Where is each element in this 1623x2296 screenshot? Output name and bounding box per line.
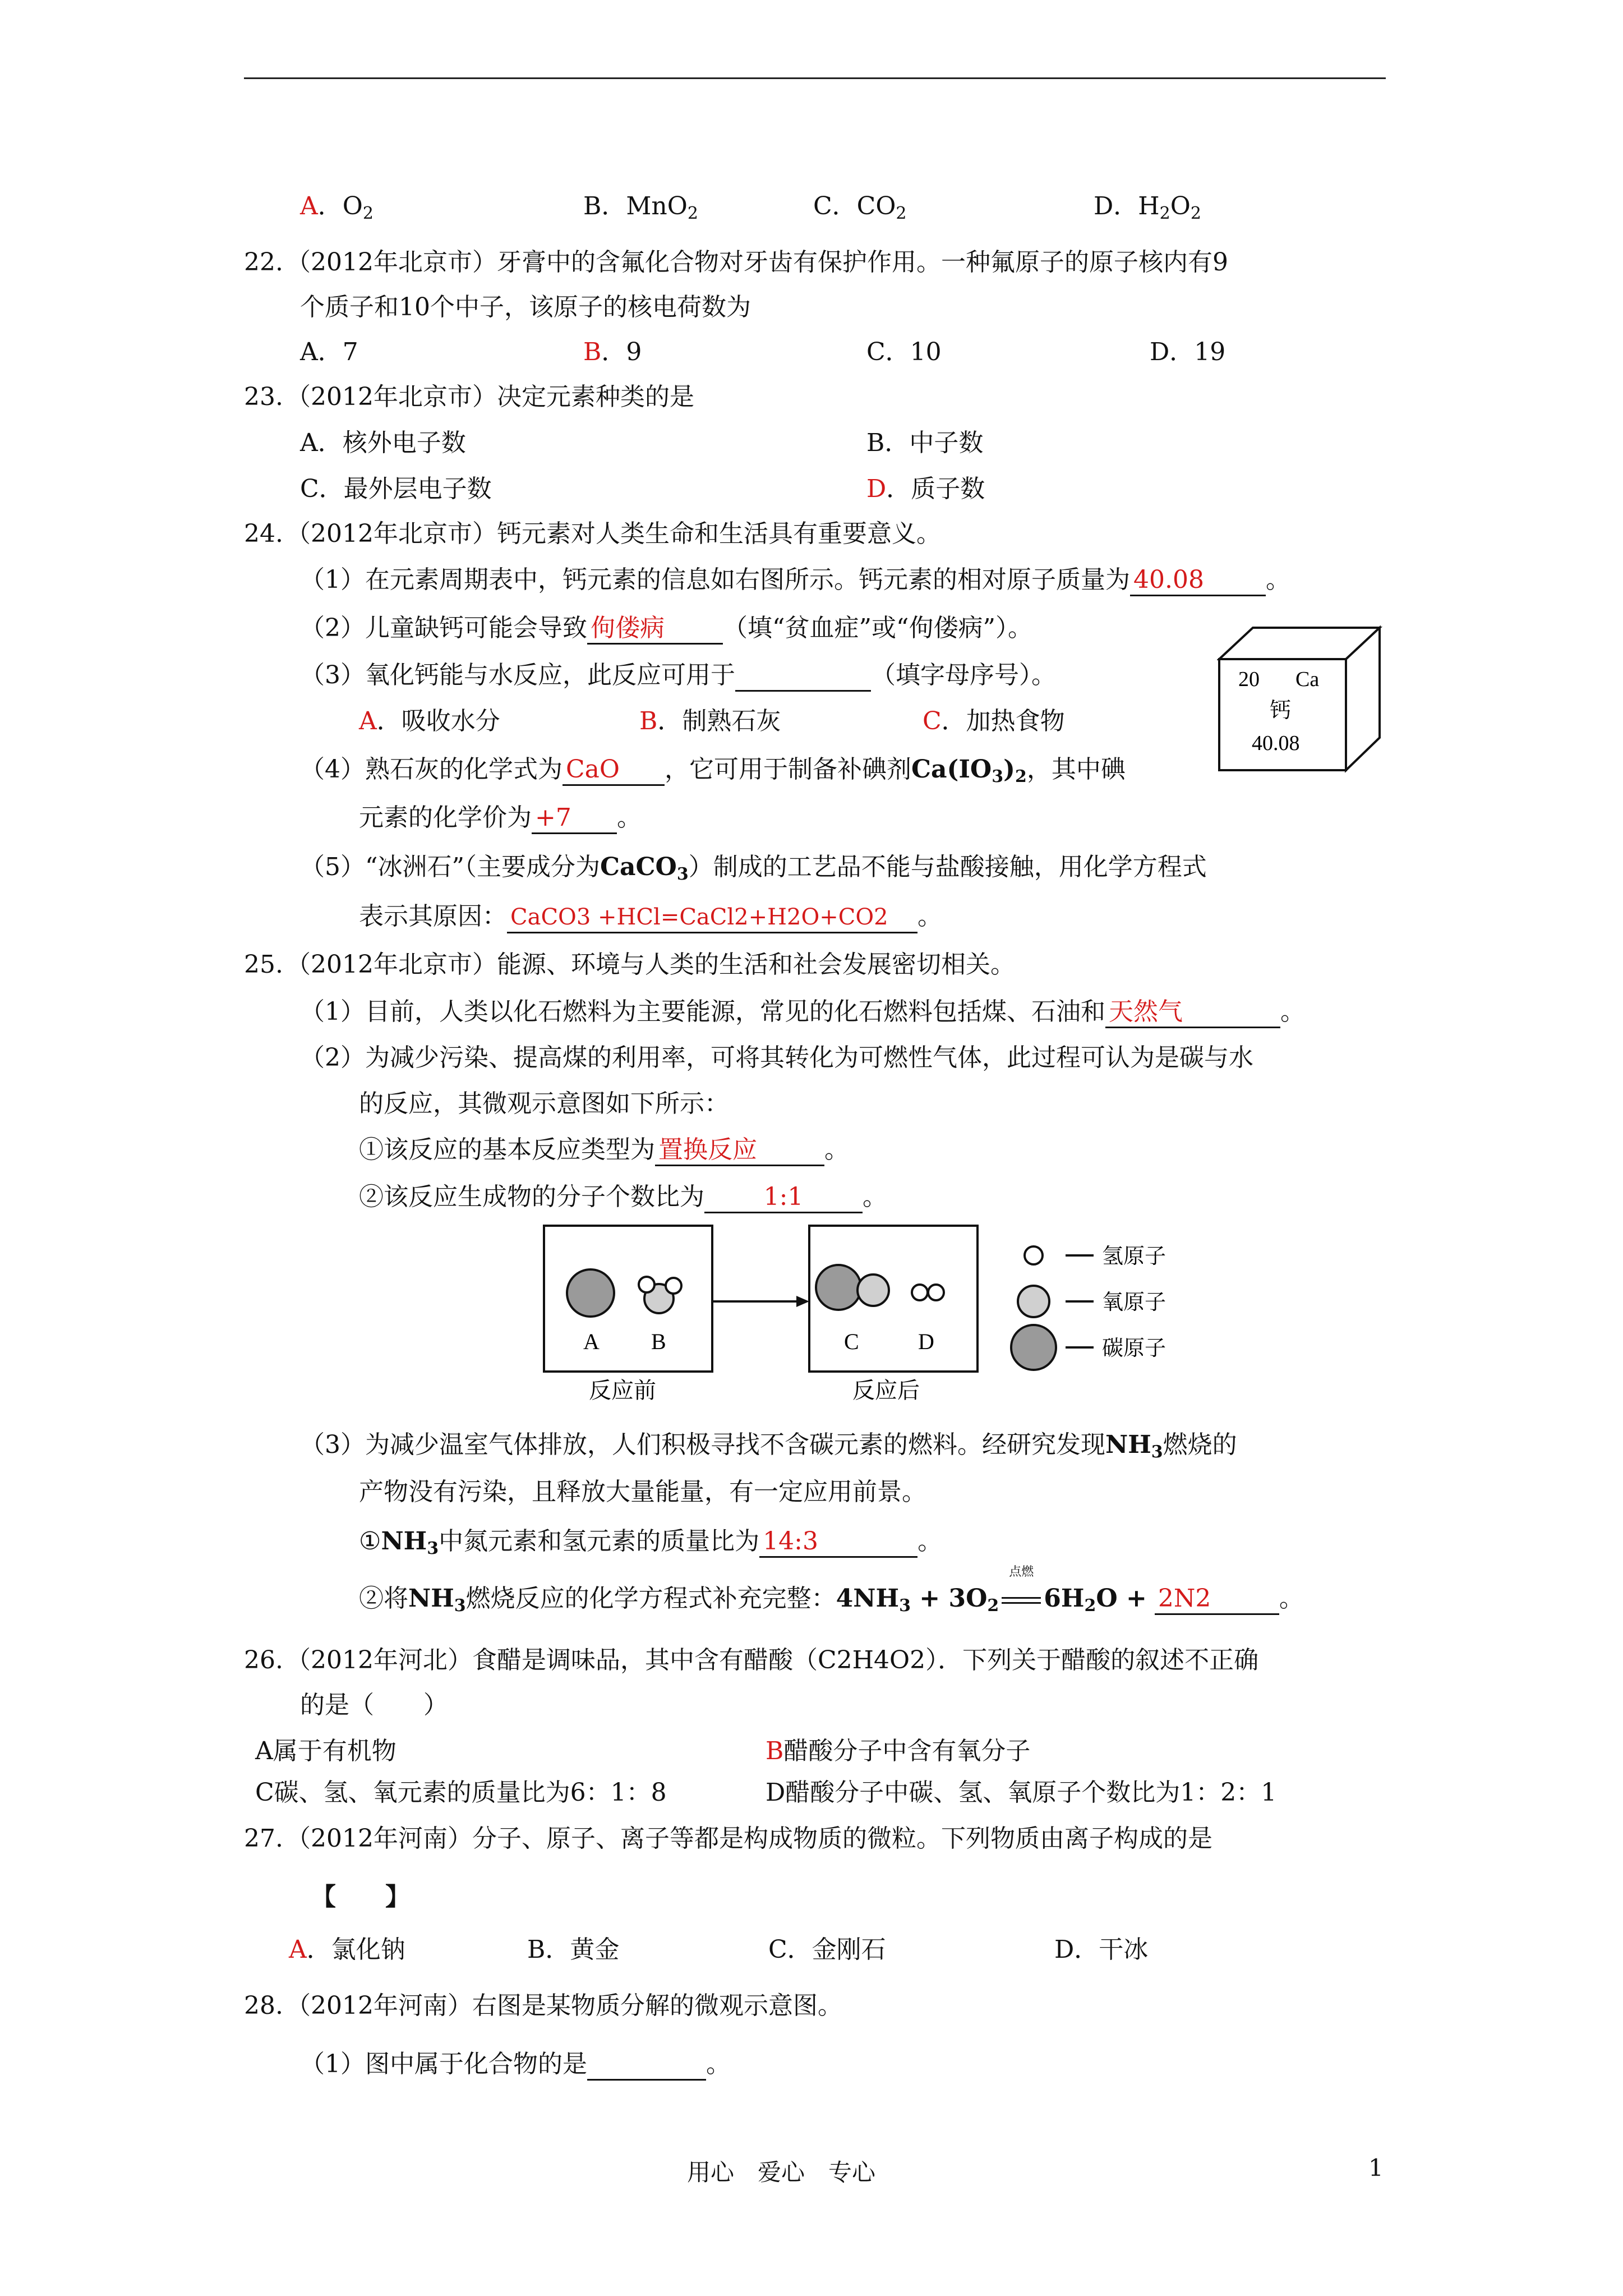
q25-part3-sub2-answer: 2N2 — [1155, 1584, 1279, 1615]
calcium-name: 钙 — [1270, 698, 1292, 723]
q25-part2-sub1-answer: 置换反应 — [655, 1135, 824, 1166]
q27-stem: （2012年河南）分子、原子、离子等都是构成物质的微粒。下列物质由离子构成的是 — [286, 1824, 1212, 1853]
q25-part3-line2: 产物没有污染，且释放大量能量，有一定应用前景。 — [359, 1478, 926, 1506]
legend-hydrogen-icon — [1025, 1246, 1043, 1264]
q21-option-a: A．$O_2$ — [300, 192, 374, 223]
q21-option-b: B．MnO$_2$ — [583, 192, 698, 223]
header-rule — [244, 77, 1386, 79]
carbon-atom-a — [567, 1269, 614, 1317]
legend-carbon-label: 碳原子 — [1102, 1336, 1166, 1360]
q27-option-b: B．黄金 — [527, 1935, 620, 1964]
calcium-atomic-number: 20 — [1238, 668, 1260, 691]
q24-part4-valence-answer: +7 — [532, 803, 617, 834]
hydrogen-atom-d1 — [912, 1285, 928, 1300]
q23-number: 23. — [244, 383, 283, 411]
q25-part2-line2: 的反应，其微观示意图如下所示： — [359, 1089, 729, 1118]
hydrogen-atom-b1 — [639, 1277, 654, 1292]
reaction-diagram — [541, 1223, 1225, 1419]
q25-part3-sub1: $①NH_3$中氮元素和氢元素的质量比为 14:3 。 — [359, 1527, 943, 1558]
legend-hydrogen-label: 氢原子 — [1102, 1244, 1166, 1268]
q24-part4-line2: 元素的化学价为 +7 。 — [359, 801, 642, 835]
q22-option-c: C．10 — [866, 338, 942, 366]
q24-part3: （3）氧化钙能与水反应，此反应可用于 （填字母序号）。 — [300, 659, 1056, 692]
q21-option-c: C．$CO_2$ — [813, 192, 907, 223]
q22-option-a: A．7 — [300, 338, 358, 366]
q25-part2-line1: （2）为减少污染、提高煤的利用率，可将其转化为可燃性气体，此过程可认为是碳与水 — [300, 1043, 1253, 1072]
carbon-atom-c — [816, 1265, 861, 1310]
q26-option-c: C碳、氢、氧元素的质量比为6：1：8 — [255, 1778, 667, 1807]
legend-carbon-icon — [1011, 1325, 1056, 1370]
calcium-mass: 40.08 — [1252, 731, 1300, 755]
q23-stem: （2012年北京市）决定元素种类的是 — [286, 383, 694, 411]
q25-stem: （2012年北京市）能源、环境与人类的生活和社会发展密切相关。 — [286, 950, 1015, 979]
q26-option-a: A属于有机物 — [255, 1737, 396, 1765]
q24-part1: （1）在元素周期表中，钙元素的信息如右图所示。钙元素的相对原子质量为 40.08 。 — [300, 563, 1290, 597]
page-number: 1 — [1368, 2154, 1384, 2182]
q25-part1-answer: 天然气 — [1105, 997, 1280, 1028]
label-c: C — [844, 1329, 859, 1354]
q22-option-b: B．9 — [583, 338, 642, 366]
q24-part5-answer: CaCO3 +HCl=CaCl2+H2O+CO2 — [507, 903, 917, 933]
q25-part1: （1）目前，人类以化石燃料为主要能源，常见的化石燃料包括煤、石油和 天然气 。 — [300, 995, 1305, 1029]
q24-part3-option-a: A．吸收水分 — [359, 707, 500, 735]
q26-stem-line2: 的是（ ） — [300, 1691, 448, 1719]
q23-option-a: A．核外电子数 — [300, 429, 466, 457]
q26-option-d: D醋酸分子中碳、氢、氧原子个数比为1：2：1 — [766, 1778, 1277, 1807]
q24-part3-option-c: C．加热食物 — [923, 707, 1065, 735]
q27-option-c: C．金刚石 — [768, 1935, 886, 1964]
footer-motto: 用心 爱心 专心 — [687, 2159, 876, 2186]
q25-part3-sub2: ②将$NH_3$燃烧反应的化学方程式补充完整：$4NH_3 + 3O_2$ 点燃 $6H_2O + 2N2$ 。 — [359, 1565, 1304, 1616]
q25-part2-sub1: ①该反应的基本反应类型为 置换反应 。 — [359, 1133, 849, 1167]
q22-option-d: D．19 — [1150, 338, 1226, 366]
label-d: D — [918, 1329, 934, 1354]
q22-number: 22. — [244, 248, 283, 277]
q25-part2-sub2-answer: 1:1 — [704, 1182, 863, 1213]
q24-part1-answer: 40.08 — [1130, 565, 1266, 596]
q24-part3-blank — [735, 661, 871, 692]
q22-stem-line2: 个质子和10个中子，该原子的核电荷数为 — [300, 293, 751, 321]
q21-option-d: D．$H_2O_2$ — [1094, 192, 1201, 223]
legend-oxygen-icon — [1018, 1286, 1049, 1317]
q24-part4-answer: CaO — [562, 755, 665, 786]
q24-part2-answer: 佝偻病 — [587, 614, 723, 645]
q28-part1: （1）图中属于化合物的是 。 — [300, 2047, 731, 2081]
q27-option-d: D．干冰 — [1054, 1935, 1149, 1964]
q24-stem: （2012年北京市）钙元素对人类生命和生活具有重要意义。 — [286, 519, 941, 548]
q26-number: 26. — [244, 1646, 283, 1674]
before-label: 反应前 — [589, 1378, 656, 1404]
q24-number: 24. — [244, 519, 283, 548]
q23-option-c: C．最外层电子数 — [300, 475, 492, 503]
q26-stem-line1: （2012年河北）食醋是调味品，其中含有醋酸（C2H4O2）．下列关于醋酸的叙述不正确 — [286, 1646, 1259, 1674]
equation: $4NH_3 + 3O_2$ — [836, 1584, 999, 1616]
legend-oxygen-label: 氧原子 — [1102, 1290, 1166, 1314]
q28-part1-blank — [587, 2050, 706, 2081]
hydrogen-atom-d2 — [928, 1285, 944, 1300]
q28-number: 28. — [244, 1991, 283, 2020]
reaction-arrow-head — [796, 1296, 809, 1307]
label-a: A — [583, 1329, 600, 1354]
q25-part3-line1: （3）为减少温室气体排放，人们积极寻找不含碳元素的燃料。经研究发现$NH_3$燃烧的 — [300, 1430, 1237, 1462]
q25-part2-sub2: ②该反应生成物的分子个数比为 1:1 。 — [359, 1180, 887, 1214]
q26-option-b: B醋酸分子中含有氧分子 — [766, 1737, 1031, 1765]
after-label: 反应后 — [852, 1378, 920, 1404]
q27-option-a: A．氯化钠 — [289, 1935, 405, 1964]
q22-stem-line1: （2012年北京市）牙膏中的含氟化合物对牙齿有保护作用。一种氟原子的原子核内有9 — [286, 248, 1228, 277]
calcium-element-box — [1217, 625, 1385, 774]
equation-condition: 点燃 — [999, 1582, 1044, 1616]
q27-number: 27. — [244, 1824, 283, 1853]
label-b: B — [651, 1329, 666, 1354]
oxygen-atom-c — [857, 1274, 889, 1306]
q23-option-b: B．中子数 — [866, 429, 984, 457]
q28-stem: （2012年河南）右图是某物质分解的微观示意图。 — [286, 1991, 842, 2020]
q24-part3-option-b: B．制熟石灰 — [639, 707, 781, 735]
q24-part5: （5）“冰洲石”（主要成分为CaCO$_3$）制成的工艺品不能与盐酸接触，用化学方程式 — [300, 853, 1207, 884]
q25-number: 25. — [244, 950, 283, 979]
q25-part3-sub1-answer: 14:3 — [759, 1527, 917, 1558]
q23-option-d: D．质子数 — [866, 475, 985, 503]
q27-answer-bracket: 【 】 — [311, 1883, 410, 1911]
hydrogen-atom-b2 — [666, 1278, 681, 1294]
q24-part5-line2: 表示其原因： CaCO3 +HCl=CaCl2+H2O+CO2 。 — [359, 900, 942, 933]
calcium-symbol: Ca — [1295, 668, 1320, 691]
q24-part4: （4）熟石灰的化学式为 CaO ，它可用于制备补碘剂$Ca(IO_3)_2$，其中碘 — [300, 755, 1126, 786]
q24-part2: （2）儿童缺钙可能会导致 佝偻病 （填“贫血症”或“佝偻病”）。 — [300, 611, 1032, 645]
